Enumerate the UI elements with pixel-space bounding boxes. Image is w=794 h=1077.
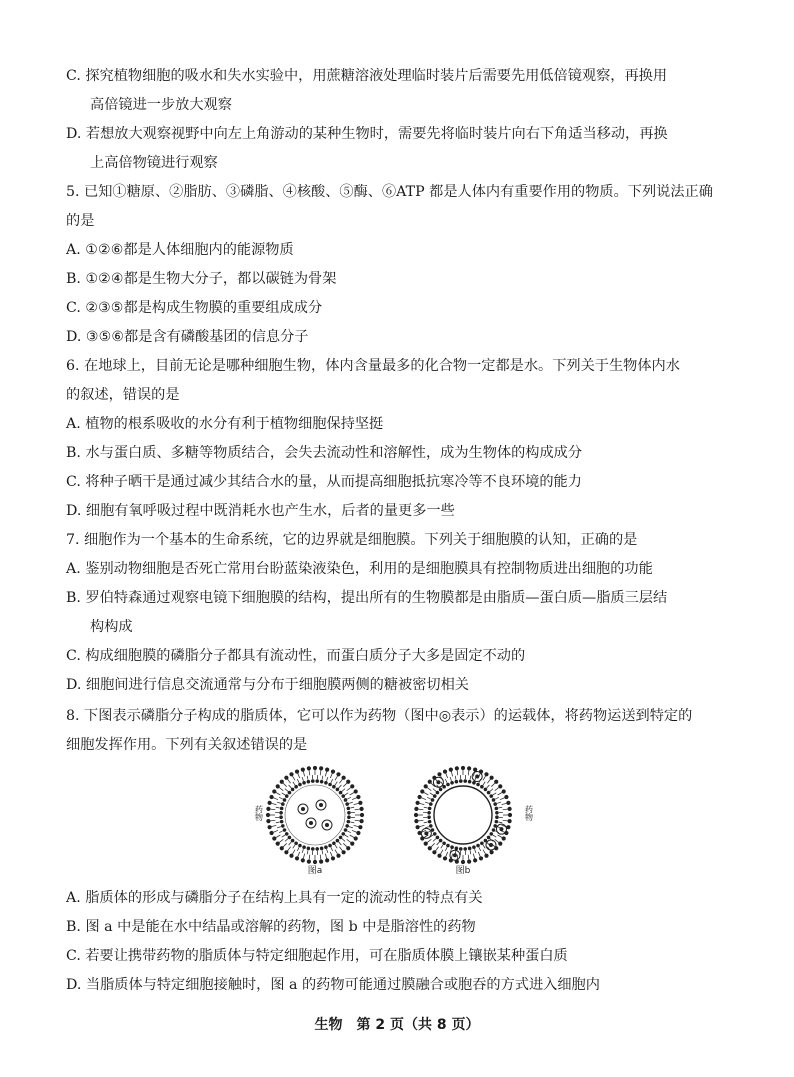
page-footer: 生物 第 2 页（共 8 页）: [314, 1017, 480, 1033]
q4-option-c: C. 探究植物细胞的吸水和失水实验中，用蔗糖溶液处理临时装片后需要先用低倍镜观察，再换用: [66, 68, 668, 84]
caption-a: 图a: [307, 866, 323, 875]
q6-option-b: B. 水与蛋白质、多糖等物质结合，会失去流动性和溶解性，成为生物体的构成成分: [66, 445, 583, 461]
drug-label-right: 药物: [524, 805, 534, 821]
q7-stem: 7. 细胞作为一个基本的生命系统，它的边界就是细胞膜。下列关于细胞膜的认知，正确的是: [66, 532, 638, 548]
q5-option-d: D. ③⑤⑥都是含有磷酸基团的信息分子: [66, 329, 309, 345]
q5-stem-cont: 的是: [66, 213, 95, 229]
q5-stem: 5. 已知①糖原、②脂肪、③磷脂、④核酸、⑤酶、⑥ATP 都是人体内有重要作用的物质。下列说法正确: [66, 184, 713, 200]
q6-option-a: A. 植物的根系吸收的水分有利于植物细胞保持坚挺: [66, 416, 384, 432]
q5-option-b: B. ①②④都是生物大分子，都以碳链为骨架: [66, 271, 337, 287]
q6-stem-cont: 的叙述，错误的是: [66, 387, 180, 403]
q8-option-d: D. 当脂质体与特定细胞接触时，图 a 的药物可能通过膜融合或胞吞的方式进入细胞内: [66, 977, 600, 993]
q6-option-d: D. 细胞有氧呼吸过程中既消耗水也产生水，后者的量更多一些: [66, 503, 455, 519]
q4-option-d-cont: 上高倍物镜进行观察: [90, 155, 218, 171]
q7-option-c: C. 构成细胞膜的磷脂分子都具有流动性，而蛋白质分子大多是固定不动的: [66, 648, 526, 664]
q4-option-c-cont: 高倍镜进一步放大观察: [90, 97, 232, 113]
drug-label-left: 药物: [255, 805, 264, 821]
q7-option-b: B. 罗伯特森通过观察电镜下细胞膜的结构，提出所有的生物膜都是由脂质—蛋白质—脂质三层结: [66, 590, 668, 606]
q5-option-a: A. ①②⑥都是人体细胞内的能源物质: [66, 242, 294, 258]
liposome-b: [414, 766, 512, 864]
q7-option-a: A. 鉴别动物细胞是否死亡常用台盼蓝染液染色，利用的是细胞膜具有控制物质进出细胞的功能: [66, 561, 653, 577]
q5-option-c: C. ②③⑤都是构成生物膜的重要组成成分: [66, 300, 323, 316]
q7-option-b-cont: 构构成: [90, 619, 133, 635]
liposome-a: [266, 766, 364, 864]
liposome-diagram: [255, 765, 537, 875]
q8-stem: 8. 下图表示磷脂分子构成的脂质体，它可以作为药物（图中◎表示）的运载体，将药物运送到特定的: [66, 708, 693, 724]
q6-option-c: C. 将种子晒干是通过减少其结合水的量，从而提高细胞抵抗寒冷等不良环境的能力: [66, 474, 582, 490]
q8-stem-cont: 细胞发挥作用。下列有关叙述错误的是: [66, 737, 308, 753]
q8-option-b: B. 图 a 中是能在水中结晶或溶解的药物，图 b 中是脂溶性的药物: [66, 919, 476, 935]
q6-stem: 6. 在地球上，目前无论是哪种细胞生物，体内含量最多的化合物一定都是水。下列关于生物体内水: [66, 358, 680, 374]
q8-option-c: C. 若要让携带药物的脂质体与特定细胞起作用，可在脂质体膜上镶嵌某种蛋白质: [66, 948, 568, 964]
caption-b: 图b: [455, 866, 471, 875]
liposome-figure: [255, 765, 537, 875]
q4-option-d: D. 若想放大观察视野中向左上角游动的某种生物时，需要先将临时装片向右下角适当移动，再换: [66, 126, 668, 142]
q7-option-d: D. 细胞间进行信息交流通常与分布于细胞膜两侧的糖被密切相关: [66, 677, 469, 693]
q8-option-a: A. 脂质体的形成与磷脂分子在结构上具有一定的流动性的特点有关: [66, 890, 483, 906]
